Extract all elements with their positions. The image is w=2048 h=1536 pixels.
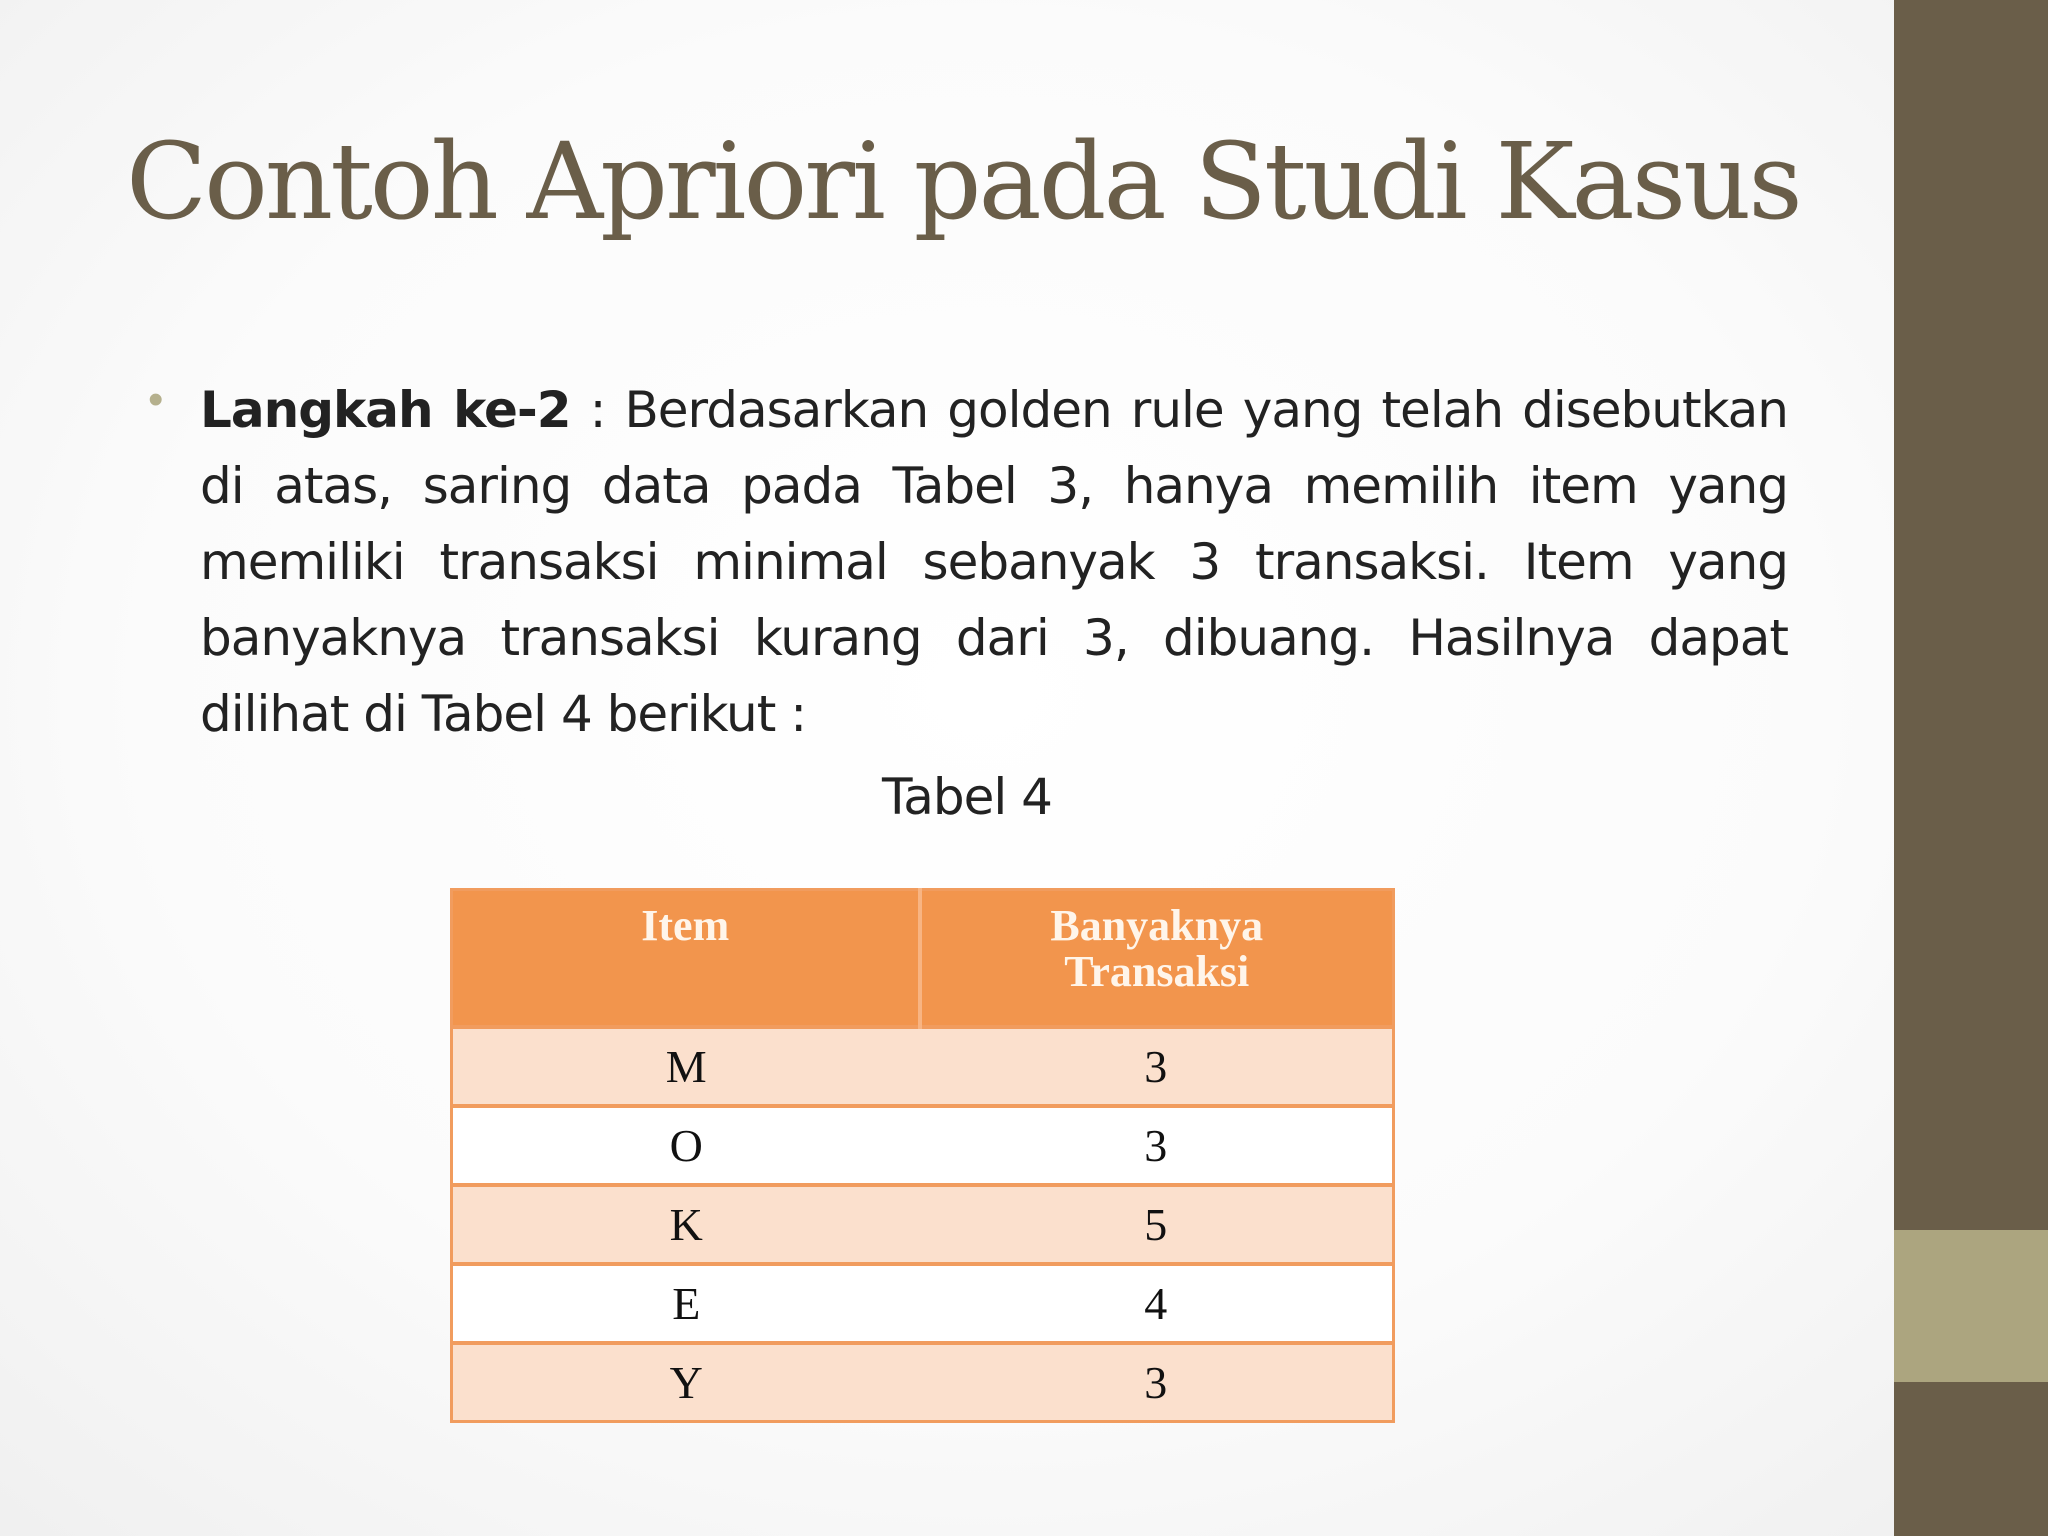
table-caption: Tabel 4 (881, 768, 1052, 826)
count-cell: 3 (920, 1027, 1394, 1106)
column-header-item: Item (452, 890, 920, 1028)
item-cell: E (452, 1264, 920, 1343)
bullet-text: : Berdasarkan golden rule yang telah disebutkan di atas, saring data pada Tabel 3, hanya memilih item yang memiliki transaksi minimal sebanyak 3 transaksi. Item yang banyaknya transaksi kurang dari 3, dibuang. Hasilnya dapat dilihat di Tabel 4 berikut : (200, 381, 1788, 743)
column-header-count-line1: Banyaknya (1050, 901, 1264, 950)
item-cell: K (452, 1185, 920, 1264)
count-cell: 4 (920, 1264, 1394, 1343)
table-row (452, 1343, 1394, 1422)
bullet-point (148, 372, 1788, 752)
item-cell: O (452, 1106, 920, 1185)
table-row (452, 1185, 1394, 1264)
slide-title: Contoh Apriori pada Studi Kasus (126, 120, 1800, 243)
table-header-row (452, 890, 1394, 1028)
count-cell: 5 (920, 1185, 1394, 1264)
column-header-count (920, 890, 1394, 1028)
bullet-lead: Langkah ke-2 (200, 381, 571, 439)
count-cell: 3 (920, 1106, 1394, 1185)
transactions-table (450, 888, 1395, 1423)
item-cell: Y (452, 1343, 920, 1422)
column-header-count-line2: Transaksi (1064, 947, 1250, 996)
table-row (452, 1264, 1394, 1343)
sidebar-accent-block (1894, 1230, 2048, 1382)
bullet-icon: • (148, 375, 164, 424)
bullet-paragraph (200, 372, 1788, 752)
table-row (452, 1106, 1394, 1185)
table-row (452, 1027, 1394, 1106)
item-cell: M (452, 1027, 920, 1106)
count-cell: 3 (920, 1343, 1394, 1422)
